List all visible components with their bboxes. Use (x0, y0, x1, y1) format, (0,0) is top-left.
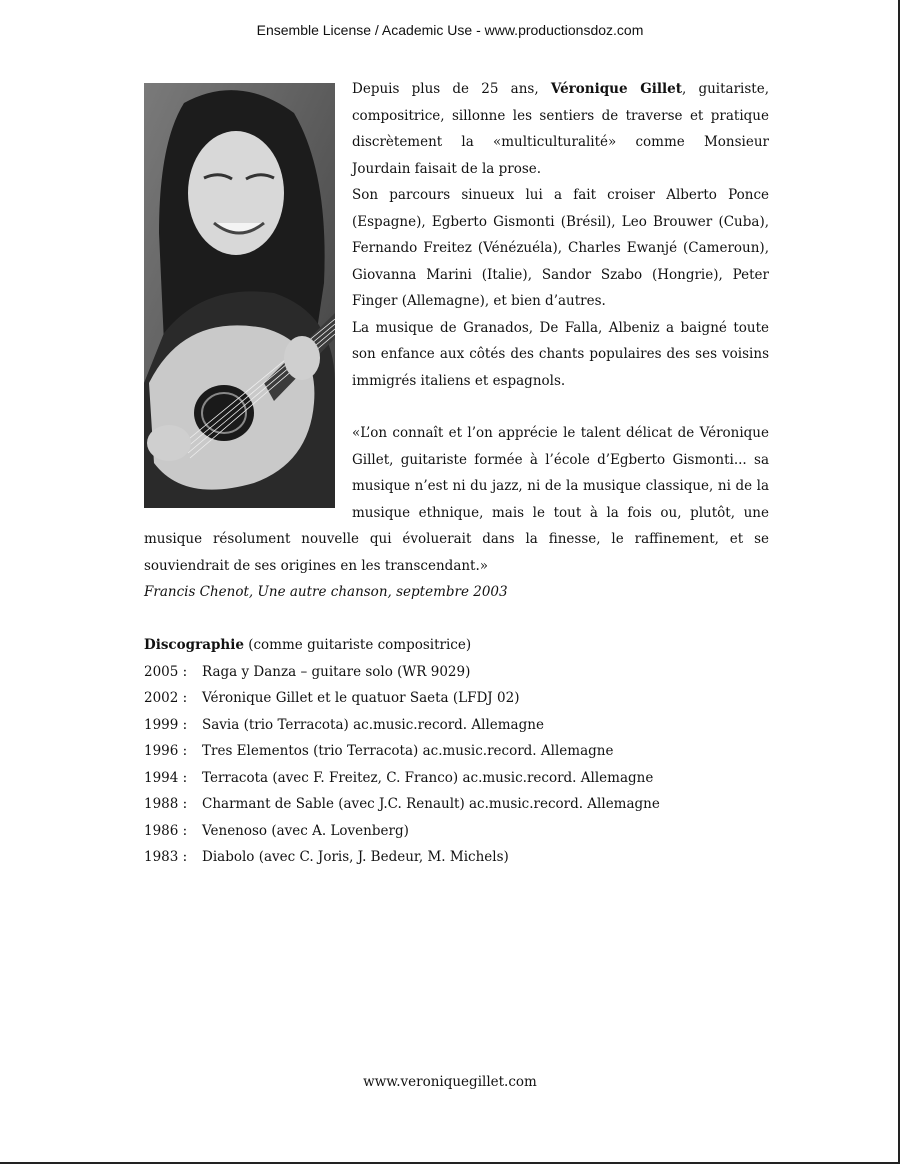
discography-item: 1996 : Tres Elementos (trio Terracota) ac.music.record. Allemagne (144, 743, 614, 759)
quote-citation: Francis Chenot, Une autre chanson, septembre 2003 (144, 584, 508, 600)
bio-paragraph-3: La musique de Granados, De Falla, Albeniz a baigné toute son enfance aux côtés des chants populaires des ses voisins immigrés italiens et espagnols. (352, 319, 769, 389)
press-quote: «L’on connaît et l’on apprécie le talent délicat de Véronique Gillet, guitariste formée à l’école d’Egberto Gismonti... sa musique n’est ni du jazz, ni de la musique classique, ni de la musique ethnique, mais le tout à la fois ou, plutôt, une musique résolument nouvelle qui évoluerait dans la finesse, le raffinement, et se souviendrait de ses origines en les transcendant.» (144, 425, 769, 574)
photo-spacer (144, 76, 352, 514)
license-header: Ensemble License / Academic Use - www.productionsdoz.com (256, 22, 644, 38)
discography (144, 632, 769, 871)
bio-paragraph-1: Depuis plus de 25 ans, Véronique Gillet, guitariste, compositrice, sillonne les sentiers de traverse et pratique discrètement la «multiculturalité» comme Monsieur Jourdain faisait de la prose. (352, 81, 769, 177)
discography-item: 1994 : Terracota (avec F. Freitez, C. Franco) ac.music.record. Allemagne (144, 769, 654, 786)
bio-paragraph-2: Son parcours sinueux lui a fait croiser Alberto Ponce (Espagne), Egberto Gismonti (Brésil), Leo Brouwer (Cuba), Fernando Freitez (Vénézuéla), Charles Ewanjé (Cameroun), Giovanna Marini (Italie), Sandor Szabo (Hongrie), Peter Finger (Allemagne), et bien d’autres. (352, 187, 769, 309)
discography-heading: Discographie (comme guitariste compositrice) (144, 637, 472, 653)
biography (144, 76, 769, 606)
website-link[interactable]: www.veroniquegillet.com (363, 1074, 537, 1090)
discography-item: 1988 : Charmant de Sable (avec J.C. Renault) ac.music.record. Allemagne (144, 796, 660, 812)
discography-item: 2005 : Raga y Danza – guitare solo (WR 9029) (144, 663, 471, 680)
artist-name: Véronique Gillet (550, 81, 682, 97)
discography-item: 1999 : Savia (trio Terracota) ac.music.record. Allemagne (144, 716, 544, 733)
discography-item: 1986 : Venenoso (avec A. Lovenberg) (144, 822, 409, 839)
discography-item: 1983 : Diabolo (avec C. Joris, J. Bedeur, M. Michels) (144, 849, 509, 865)
discography-item: 2002 : Véronique Gillet et le quatuor Saeta (LFDJ 02) (144, 690, 520, 706)
